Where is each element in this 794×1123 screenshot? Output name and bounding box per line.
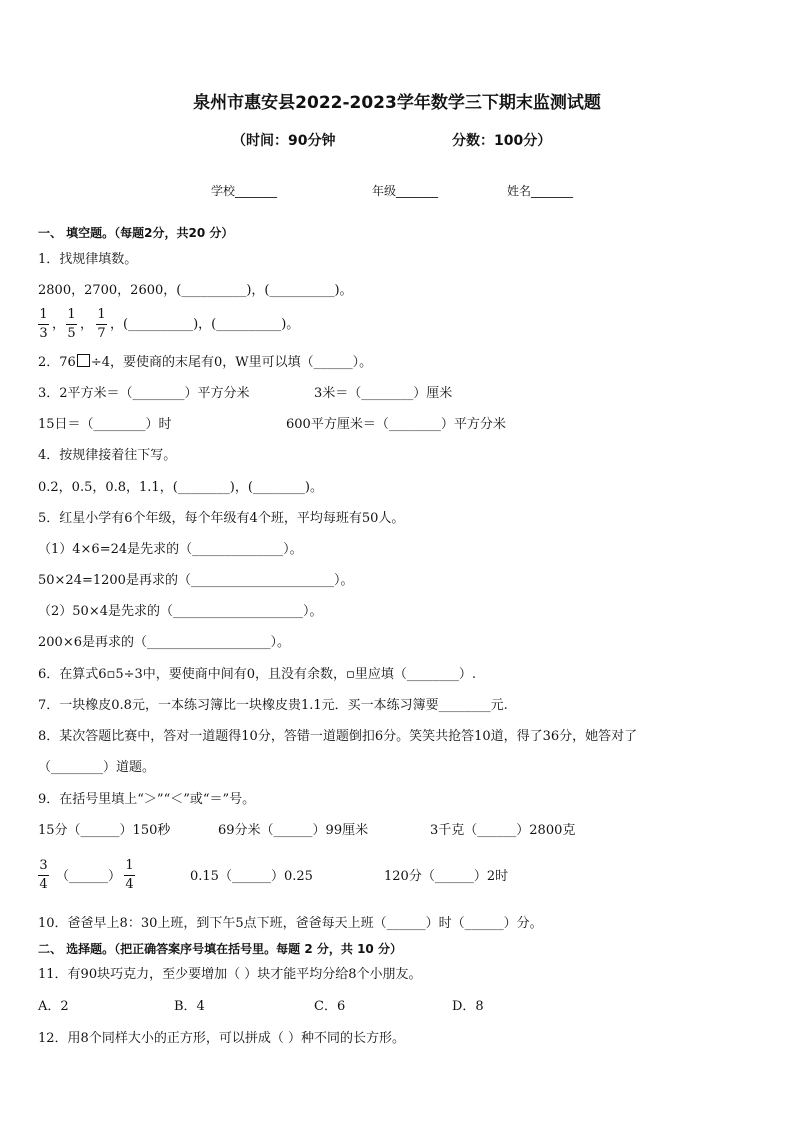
q4-sequence: 0.2，0.5，0.8，1.1，(________)，(________)。 xyxy=(38,480,323,495)
q9-compare-6: 120分（______）2时 xyxy=(384,869,509,884)
q1-fraction-3 xyxy=(96,307,107,342)
name-field: 姓名_______ xyxy=(507,184,574,198)
numerator: 1 xyxy=(39,307,48,322)
q2-prefix: 2．76 xyxy=(38,355,76,370)
q9-compare-5: 0.15（______）0.25 xyxy=(190,869,313,884)
section1-heading: 一、 填空题。（每题2分，共20 分） xyxy=(38,226,234,240)
q5-part-4: 200×6是再求的（___________________）。 xyxy=(38,635,290,650)
denominator: 7 xyxy=(97,326,106,341)
q9-fraction-b xyxy=(124,858,135,893)
q1-stem: 1．找规律填数。 xyxy=(38,252,138,267)
grade-field: 年级_______ xyxy=(372,184,439,198)
q9-compare-fraction-blank: （______） xyxy=(56,869,122,884)
q1-sequence: 2800，2700，2600，(__________)，(__________)。 xyxy=(38,283,353,298)
q11-stem: 11．有90块巧克力，至少要增加（ ）块才能平均分给8个小朋友。 xyxy=(38,967,422,982)
denominator: 5 xyxy=(67,326,76,341)
denominator: 4 xyxy=(39,877,48,892)
denominator: 3 xyxy=(39,326,48,341)
denominator: 4 xyxy=(125,877,134,892)
q5-stem: 5．红星小学有6个年级，每个年级有4个班，平均每班有50人。 xyxy=(38,511,405,526)
time-limit: （时间：90分钟 xyxy=(232,133,336,149)
school-field: 学校_______ xyxy=(211,184,278,198)
q6-text: 6．在算式6▫5÷3中，要使商中间有0，且没有余数，▫里应填（________）. xyxy=(38,667,477,682)
q1-separator: ， xyxy=(80,317,94,332)
q1-fraction-tail: ，(__________)，(__________)。 xyxy=(110,317,300,332)
exam-title: 泉州市惠安县2022-2023学年数学三下期末监测试题 xyxy=(193,93,601,113)
q2-suffix: ÷4，要使商的末尾有0，W里可以填（______）。 xyxy=(90,355,373,370)
blank-box-icon xyxy=(77,354,90,367)
q5-part-3: （2）50×4是先求的（____________________）。 xyxy=(38,604,323,619)
q9-fraction-a xyxy=(38,858,49,893)
numerator: 1 xyxy=(67,307,76,322)
q8-line1: 8．某次答题比赛中，答对一道题得10分，答错一道题倒扣6分。笑笑共抢答10道，得了36分，她答对了 xyxy=(38,729,638,744)
total-score: 分数：100分） xyxy=(452,133,552,149)
numerator: 3 xyxy=(39,858,48,873)
q5-part-1: （1）4×6=24是先求的（______________）。 xyxy=(38,542,303,557)
section2-heading: 二、 选择题。（把正确答案序号填在括号里。每题 2 分，共 10 分） xyxy=(38,942,402,956)
q3-part-a: 3．2平方米＝（________）平方分米 xyxy=(38,386,250,401)
q9-compare-1: 15分（______）150秒 xyxy=(38,823,171,838)
q11-option-a: A．2 xyxy=(38,999,69,1014)
q2-text xyxy=(38,354,372,372)
q9-compare-3: 3千克（______）2800克 xyxy=(430,823,576,838)
q3-part-c: 15日＝（________）时 xyxy=(38,417,172,432)
q11-option-d: D．8 xyxy=(452,999,484,1014)
q7-text: 7．一块橡皮0.8元，一本练习簿比一块橡皮贵1.1元．买一本练习簿要________元. xyxy=(38,698,508,713)
q11-option-c: C．6 xyxy=(314,999,346,1014)
q1-fraction-2 xyxy=(66,307,77,342)
q11-option-b: B．4 xyxy=(174,999,205,1014)
q4-stem: 4．按规律接着往下写。 xyxy=(38,448,177,463)
q9-stem: 9．在括号里填上“＞”“＜”或“＝”号。 xyxy=(38,792,256,807)
q3-part-b: 3米＝（________）厘米 xyxy=(314,386,453,401)
q9-compare-2: 69分米（______）99厘米 xyxy=(218,823,369,838)
q3-part-d: 600平方厘米＝（________）平方分米 xyxy=(286,417,506,432)
numerator: 1 xyxy=(125,858,134,873)
numerator: 1 xyxy=(97,307,106,322)
q12-text: 12．用8个同样大小的正方形，可以拼成（ ）种不同的长方形。 xyxy=(38,1031,405,1046)
q1-separator: ， xyxy=(52,317,66,332)
q1-fraction-1 xyxy=(38,307,49,342)
q10-text: 10．爸爸早上8：30上班，到下午5点下班，爸爸每天上班（______）时（______）分。 xyxy=(38,916,543,931)
q8-line2: （________）道题。 xyxy=(38,760,156,775)
q5-part-2: 50×24=1200是再求的（______________________）。 xyxy=(38,573,354,588)
